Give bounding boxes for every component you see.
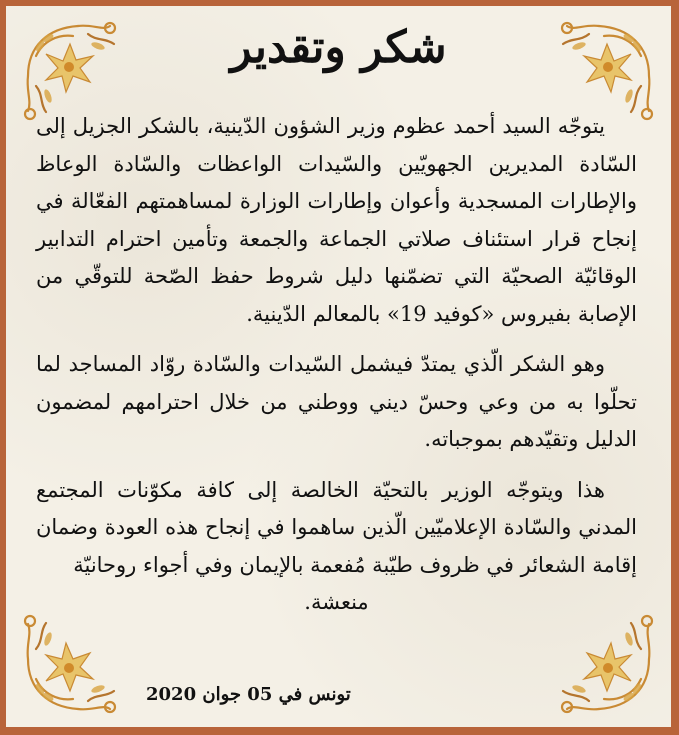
paragraph-3: هذا ويتوجّه الوزير بالتحيّة الخالصة إلى كافة مكوّنات المجتمع المدني والسّادة الإعلاميّين الّذين ساهموا في إنجاح هذه العودة وضمان إقامة الشعائر في ظروف طيّبة مُفعمة بالإيمان وفي أجواء روحانيّة <box>36 477 637 577</box>
signature-date: تونس في 05 جوان 2020 <box>146 684 351 705</box>
paragraph-3-closing: منعشة. <box>304 590 369 614</box>
paragraph-2: وهو الشكر الّذي يمتدّ فيشمل السّيدات والسّادة روّاد المساجد لما تحلّوا به من وعي وحسّ ديني ووطني من خلال احترامهم لمضمون الدليل وتقيّدهم بموجباته. <box>36 352 637 451</box>
certificate-frame <box>6 6 671 727</box>
calligraphy-title: شكر وتقدير <box>230 22 447 73</box>
paragraph-1: يتوجّه السيد أحمد عظوم وزير الشؤون الدّينية، بالشكر الجزيل إلى السّادة المديرين الجهويّين والسّيدات الواعظات والسّادة الوعاظ والإطارات المسجدية وأعوان وإطارات الوزارة لمساهمتهم الفعّالة في إنجاح قرار استئناف صلاتي الجماعة والجمعة وتأمين احترام التدابير الوقائيّة الصحيّة التي تضمّنها دليل شروط حفظ الصّحة للتوقّي من الإصابة بفيروس «كوفيد 19» بالمعالم الدّينية. <box>36 114 637 326</box>
letter-body <box>36 108 637 622</box>
